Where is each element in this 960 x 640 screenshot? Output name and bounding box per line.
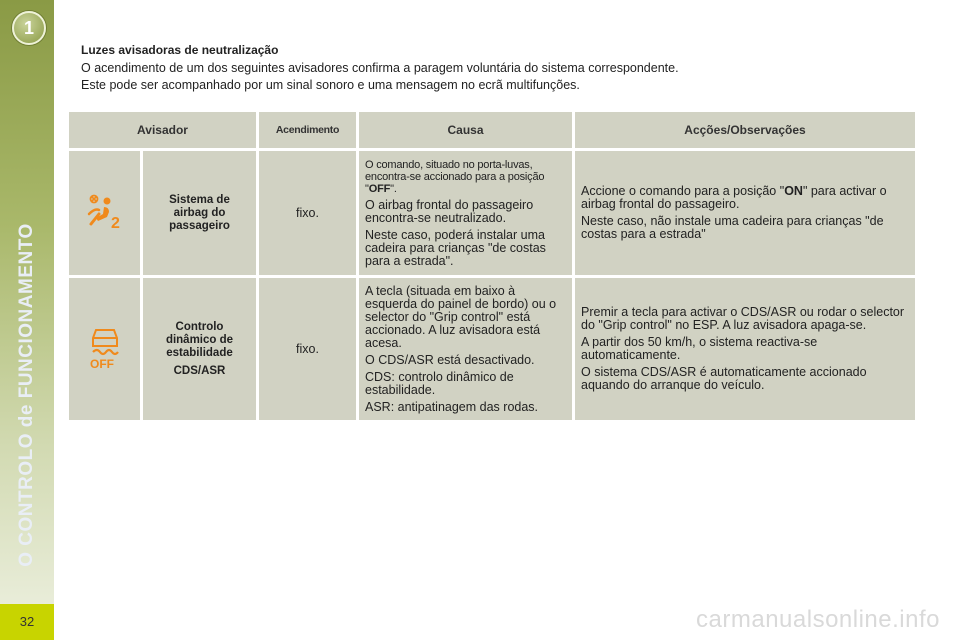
cds-asr-obs-2: A partir dos 50 km/h, o sistema reactiva-se automaticamente. [581,335,818,362]
chapter-badge: 1 [12,11,46,45]
watermark: carmanualsonline.info [696,606,940,633]
airbag-causa [359,151,575,278]
intro-line-2: Este pode ser acompanhado por um sinal sonoro e uma mensagem no ecrã multifunções. [81,78,580,92]
table-row [69,151,915,278]
airbag-obs [575,151,915,278]
airbag-off-icon [69,151,143,278]
airbag-causa-2: O airbag frontal do passageiro encontra-se neutralizado. [365,197,534,225]
airbag-acendimento: fixo. [259,151,359,278]
cds-asr-name-line2: CDS/ASR [173,364,226,377]
svg-text:OFF: OFF [89,356,114,370]
chapter-title: O CONTROLO de FUNCIONAMENTO [16,223,37,567]
cds-asr-obs [575,278,915,423]
header-accoes: Acções/Observações [575,112,915,151]
svg-text:2: 2 [110,214,120,230]
airbag-obs-2: Neste caso, não instale uma cadeira para crianças "de costas para a estrada" [581,214,884,241]
cds-asr-acendimento: fixo. [259,278,359,423]
airbag-obs-1: Accione o comando para a posição "ON" para activar o airbag frontal do passageiro. [581,184,887,211]
table-header-row [69,112,915,151]
page-number: 32 [0,604,54,640]
cds-asr-causa [359,278,575,423]
header-causa: Causa [359,112,575,151]
sidebar [0,0,54,640]
cds-asr-obs-3: O sistema CDS/ASR é automaticamente accionado aquando do arranque do veículo. [581,365,867,392]
table-row [69,278,915,423]
cds-asr-obs-1: Premir a tecla para activar o CDS/ASR ou rodar o selector do "Grip control" no ESP. A luz avisadora apaga-se. [581,305,905,332]
cds-asr-causa-3: CDS: controlo dinâmico de estabilidade. [365,369,514,397]
warning-lights-table [69,112,915,423]
cds-asr-causa-2: O CDS/ASR está desactivado. [365,352,535,367]
airbag-causa-1: O comando, situado no porta-luvas, encontra-se accionado para a posição "OFF". [365,158,545,195]
esp-off-icon [69,278,143,423]
intro-line-1: O acendimento de um dos seguintes avisadores confirma a paragem voluntária do sistema correspondente. [81,61,679,75]
cds-asr-causa-1: A tecla (situada em baixo à esquerda do painel de bordo) ou o selector do "Grip control" está accionado. A luz avisadora está acesa. [365,283,557,350]
airbag-system-name: Sistema de airbag do passageiro [143,151,259,278]
header-acendimento: Acendimento [259,112,359,151]
cds-asr-causa-4: ASR: antipatinagem das rodas. [365,399,539,414]
header-avisador: Avisador [69,112,259,151]
cds-asr-name-line1: Controlo dinâmico de estabilidade [165,320,234,359]
section-heading: Luzes avisadoras de neutralização [81,43,279,57]
cds-asr-name [143,278,259,423]
airbag-causa-3: Neste caso, poderá instalar uma cadeira para crianças "de costas para a estrada". [365,227,546,268]
